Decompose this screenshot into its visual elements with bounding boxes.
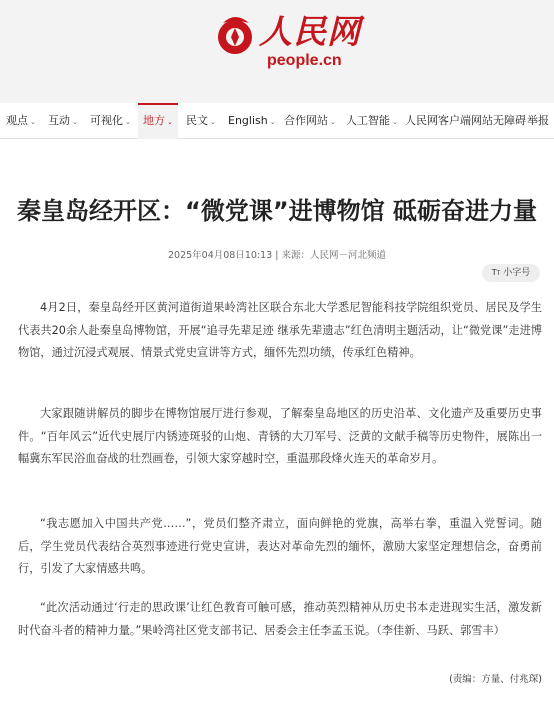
article-paragraph: 4月2日，秦皇岛经开区黄河道街道果岭湾社区联合东北大学悉尼智能科技学院组织党员、居民及学生代表共20余人赴秦皇岛博物馆，开展“追寻先辈足迹 继承先辈遗志”红色清明主题活动，让“微党课”走进博物馆，通过沉浸式观展、情景式党史宣讲等方式，缅怀先烈功绩，传承红色精神。 [18, 301, 542, 360]
chevron-down-icon: ⌄ [30, 118, 36, 126]
article-paragraph: “此次活动通过‘行走的思政课’让红色教育可触可感，推动英烈精神从历史书本走进现实生活，激发新时代奋斗者的精神力量。”果岭湾社区党支部书记、居委会主任李孟玉说。（李佳新、马跃、郭雪丰） [18, 601, 542, 637]
main-navigation [0, 103, 554, 139]
article-editor-credit: (责编：方量、付兆琛) [449, 674, 542, 685]
logo-wordmark-domain: people.cn [267, 52, 342, 69]
chevron-down-icon: ⌄ [210, 118, 216, 126]
nav-item-report[interactable]: 举报 [527, 114, 549, 127]
font-size-toggle-label: 小字号 [503, 268, 531, 278]
article-paragraph: “我志愿加入中国共产党……”，党员们整齐肃立，面向鲜艳的党旗，高举右拳，重温入党誓词。随后，学生党员代表结合英烈事迹进行党史宣讲，表达对革命先烈的缅怀，激励大家坚定理想信念，奋勇前行，引发了大家情感共鸣。 [18, 517, 542, 576]
nav-item-difang[interactable]: 地方 ⌄ [138, 103, 178, 139]
chevron-down-icon: ⌄ [269, 118, 276, 126]
site-header [0, 0, 554, 103]
nav-item-ai[interactable]: 人工智能 ⌄ [346, 114, 398, 127]
nav-item-hezuo[interactable]: 合作网站 ⌄ [284, 114, 336, 127]
nav-item-keshihua[interactable]: 可视化 ⌄ [90, 114, 131, 127]
people-cn-logo[interactable] [213, 8, 361, 70]
article-meta: 2025年04月08日10:13 | 来源：人民网－河北频道 [168, 250, 386, 261]
chevron-down-icon: ⌄ [125, 118, 131, 126]
logo-wordmark-cn: 人民网 [259, 12, 361, 51]
chevron-down-icon: ⌄ [392, 118, 398, 126]
article-title: 秦皇岛经开区：“微党课”进博物馆 砥砺奋进力量 [17, 197, 537, 225]
nav-item-accessibility[interactable]: 网站无障碍 [471, 114, 526, 127]
font-size-toggle-button[interactable] [482, 264, 540, 282]
nav-item-english[interactable]: English ⌄ [228, 114, 276, 127]
logo-emblem-icon [213, 13, 257, 57]
chevron-down-icon: ⌄ [72, 118, 78, 126]
nav-item-guandian[interactable]: 观点 ⌄ [6, 114, 36, 127]
nav-item-hudong[interactable]: 互动 ⌄ [48, 114, 78, 127]
chevron-down-icon: ⌄ [330, 118, 336, 126]
chevron-down-icon: ⌄ [167, 118, 173, 126]
nav-item-client[interactable]: 人民网客户端 [405, 114, 471, 127]
nav-item-minwen[interactable]: 民文 ⌄ [186, 114, 216, 127]
text-size-icon: TT [491, 268, 501, 277]
article-paragraph: 大家跟随讲解员的脚步在博物馆展厅进行参观，了解秦皇岛地区的历史沿革、文化遗产及重要历史事件。“百年风云”近代史展厅内锈迹斑驳的山炮、青锈的大刀军号、泛黄的文献手稿等历史物件，展陈出一幅冀东军民浴血奋战的壮烈画卷，引领大家穿越时空，重温那段烽火连天的革命岁月。 [18, 407, 542, 466]
